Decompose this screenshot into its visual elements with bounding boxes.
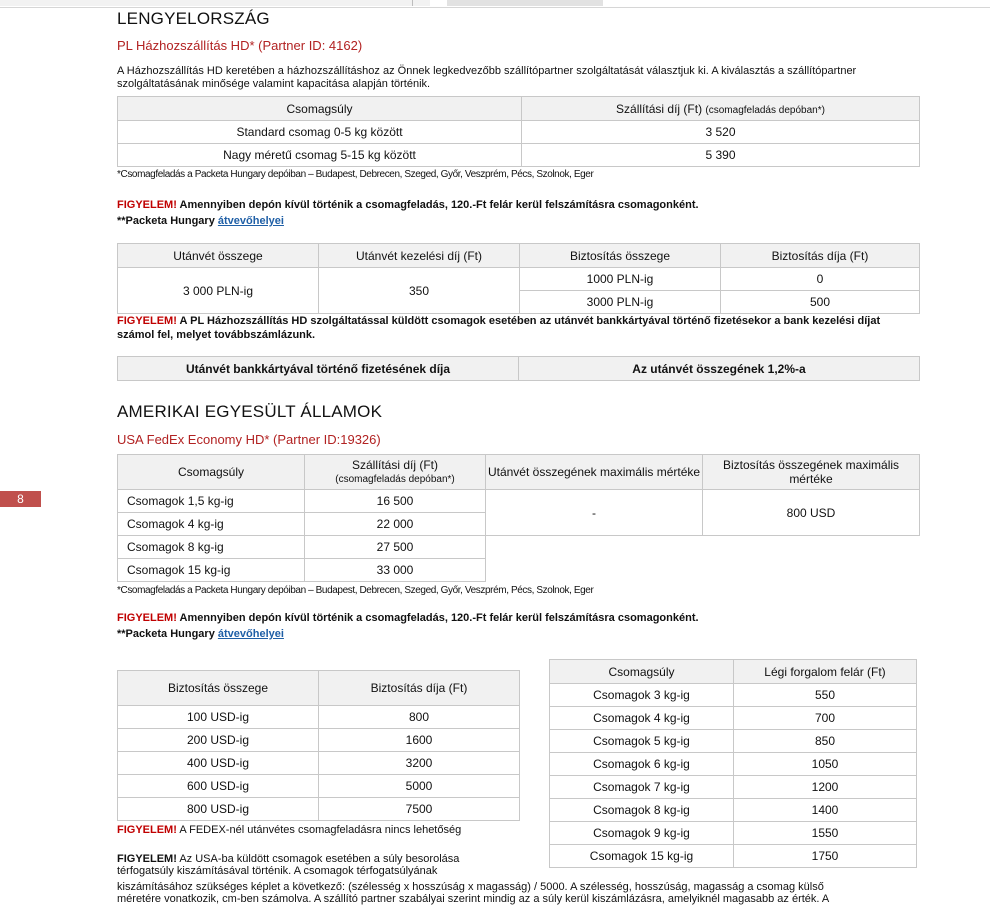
table-cell: 1050 (734, 753, 917, 776)
table-cell: 700 (734, 707, 917, 730)
table-row (118, 144, 920, 167)
packeta-line: **Packeta Hungary átvevőhelyei (117, 215, 284, 227)
empty-cell (486, 536, 920, 559)
volumetric-formula-text: kiszámításához szükséges képlet a következő: (szélesség x hosszúság x magasság) / 5000. A szélesség, hosszúság, magasság a csomag külső méretére vonatkozik, cm-ben számolva. A szállító partner szabályai szerint mindig az a súly kerül kiszámlázásra, amelyiknél magasabb az érték. A (117, 881, 830, 905)
table-row (118, 121, 920, 144)
insurance-amount-cell: 1000 PLN-ig (520, 268, 721, 291)
table-cell: Csomagok 8 kg-ig (550, 799, 734, 822)
table-header: Csomagsúly (118, 455, 305, 490)
cod-amount-cell: 3 000 PLN-ig (118, 268, 319, 314)
partner-title-usa: USA FedEx Economy HD* (Partner ID:19326) (117, 432, 381, 447)
card-fee-table (117, 356, 920, 381)
table-cell-weight: Csomagok 8 kg-ig (118, 536, 305, 559)
empty-cell (486, 559, 920, 582)
table-row (550, 799, 917, 822)
table-header: Szállítási díj (Ft) (csomagfeladás depóban*) (305, 455, 486, 490)
pickup-points-link[interactable]: átvevőhelyei (217, 628, 284, 640)
cod-fee-cell: 350 (319, 268, 520, 314)
table-cell: 3200 (319, 752, 520, 775)
table-header: Biztosítás díja (Ft) (721, 244, 920, 268)
warning-off-depot: FIGYELEM! Amennyiben depón kívül történik a csomagfeladás, 120.-Ft felár kerül felszámításra csomagonként. (117, 199, 699, 211)
warning-label: FIGYELEM! (117, 199, 177, 211)
table-header: Biztosítás díja (Ft) (319, 671, 520, 706)
country-heading-usa: AMERIKAI EGYESÜLT ÁLLAMOK (117, 402, 383, 421)
table-header: Biztosítás összegének maximális mértéke (703, 455, 920, 490)
table-cell-price: 16 500 (305, 490, 486, 513)
pickup-points-link[interactable]: átvevőhelyei (217, 215, 284, 227)
table-row (550, 776, 917, 799)
table-header: Csomagsúly (550, 660, 734, 684)
table-cell: Csomagok 5 kg-ig (550, 730, 734, 753)
warning-volumetric-weight: FIGYELEM! Az USA-ba küldött csomagok esetében a súly besorolása térfogatsúly kiszámításával történik. A csomagok térfogatsúlyának (117, 853, 460, 877)
table-header: Biztosítás összege (118, 671, 319, 706)
table-cell: 1600 (319, 729, 520, 752)
table-cell: 200 USD-ig (118, 729, 319, 752)
table-row (118, 706, 520, 729)
table-cell: Csomagok 3 kg-ig (550, 684, 734, 707)
table-cell: 600 USD-ig (118, 775, 319, 798)
packeta-line-usa: **Packeta Hungary átvevőhelyei (117, 628, 284, 640)
table-row (118, 536, 920, 559)
table-cell-price: 27 500 (305, 536, 486, 559)
cod-max-cell: - (486, 490, 703, 536)
country-heading-poland: LENGYELORSZÁG (117, 9, 270, 28)
table-cell: 800 USD-ig (118, 798, 319, 821)
insurance-fee-cell: 500 (721, 291, 920, 314)
warning-card-payment: FIGYELEM! A PL Házhozszállítás HD szolgáltatással küldött csomagok esetében az utánvét bankkártyával történő fizetésekor a bank kezelési díjat számol fel, melyet továbbszámlázunk. (117, 315, 881, 341)
table-header: Biztosítás összege (520, 244, 721, 268)
table-cell: Csomagok 15 kg-ig (550, 845, 734, 868)
card-fee-value: Az utánvét összegének 1,2%-a (519, 357, 920, 381)
table-row (118, 559, 920, 582)
usa-insurance-table (117, 670, 520, 821)
table-row (550, 845, 917, 868)
warning-off-depot-usa: FIGYELEM! Amennyiben depón kívül történik a csomagfeladás, 120.-Ft felár kerül felszámításra csomagonként. (117, 612, 699, 624)
table-row (118, 490, 920, 513)
viewer-toolbar-segment (0, 0, 430, 6)
table-cell-weight: Standard csomag 0-5 kg között (118, 121, 522, 144)
table-cell: Csomagok 6 kg-ig (550, 753, 734, 776)
table-row (550, 730, 917, 753)
table-row (118, 798, 520, 821)
table-cell: 1400 (734, 799, 917, 822)
table-cell: 100 USD-ig (118, 706, 319, 729)
table-cell: Csomagok 7 kg-ig (550, 776, 734, 799)
table-header: Utánvét összegének maximális mértéke (486, 455, 703, 490)
table-row (118, 268, 920, 291)
table-cell-price: 5 390 (522, 144, 920, 167)
table-header: Utánvét összege (118, 244, 319, 268)
table-cell-price: 33 000 (305, 559, 486, 582)
table-cell-weight: Nagy méretű csomag 5-15 kg között (118, 144, 522, 167)
table-row (118, 775, 520, 798)
table-cell: Csomagok 4 kg-ig (550, 707, 734, 730)
table-cell-weight: Csomagok 15 kg-ig (118, 559, 305, 582)
poland-cod-table (117, 243, 920, 314)
insurance-fee-cell: 0 (721, 268, 920, 291)
table-header: Szállítási díj (Ft) (csomagfeladás depóban*) (522, 97, 920, 121)
table-cell: 1550 (734, 822, 917, 845)
usa-price-table (117, 454, 920, 582)
depot-note: *Csomagfeladás a Packeta Hungary depóiban – Budapest, Debrecen, Szeged, Győr, Veszprém, Pécs, Szolnok, Eger (117, 169, 594, 180)
usa-air-surcharge-table (549, 659, 917, 868)
table-row (550, 707, 917, 730)
table-header: Csomagsúly (118, 97, 522, 121)
table-row (118, 357, 920, 381)
table-cell: 1200 (734, 776, 917, 799)
viewer-top-bar (0, 0, 990, 8)
poland-price-table (117, 96, 920, 167)
insurance-max-cell: 800 USD (703, 490, 920, 536)
table-cell: Csomagok 9 kg-ig (550, 822, 734, 845)
table-cell-price: 3 520 (522, 121, 920, 144)
viewer-top-rule (0, 7, 990, 8)
warning-fedex-cod: FIGYELEM! A FEDEX-nél utánvétes csomagfeladásra nincs lehetőség (117, 824, 462, 836)
table-cell-price: 22 000 (305, 513, 486, 536)
table-cell: 400 USD-ig (118, 752, 319, 775)
depot-note-usa: *Csomagfeladás a Packeta Hungary depóiban – Budapest, Debrecen, Szeged, Győr, Veszprém, Pécs, Szolnok, Eger (117, 585, 594, 596)
table-cell: 1750 (734, 845, 917, 868)
table-cell: 550 (734, 684, 917, 707)
table-row (550, 753, 917, 776)
intro-paragraph: A Házhozszállítás HD keretében a házhozszállításhoz az Önnek legkedvezőbb szállítópartner szolgáltatását választjuk ki. A kiválasztás a szállítópartner szolgáltatásának minősége valamint kapacitása alapján történik. (117, 65, 857, 90)
table-header: Utánvét kezelési díj (Ft) (319, 244, 520, 268)
table-cell-weight: Csomagok 4 kg-ig (118, 513, 305, 536)
table-cell: 5000 (319, 775, 520, 798)
table-cell: 800 (319, 706, 520, 729)
toolbar-divider (412, 0, 413, 6)
card-fee-label: Utánvét bankkártyával történő fizetésének díja (118, 357, 519, 381)
insurance-amount-cell: 3000 PLN-ig (520, 291, 721, 314)
page-number-badge: 8 (0, 491, 41, 507)
table-header: Légi forgalom felár (Ft) (734, 660, 917, 684)
table-row (550, 684, 917, 707)
table-row (118, 729, 520, 752)
partner-title-poland: PL Házhozszállítás HD* (Partner ID: 4162) (117, 38, 363, 53)
table-cell: 7500 (319, 798, 520, 821)
table-row (550, 822, 917, 845)
table-cell-weight: Csomagok 1,5 kg-ig (118, 490, 305, 513)
table-cell: 850 (734, 730, 917, 753)
table-row (118, 752, 520, 775)
viewer-toolbar-segment-active (447, 0, 603, 6)
